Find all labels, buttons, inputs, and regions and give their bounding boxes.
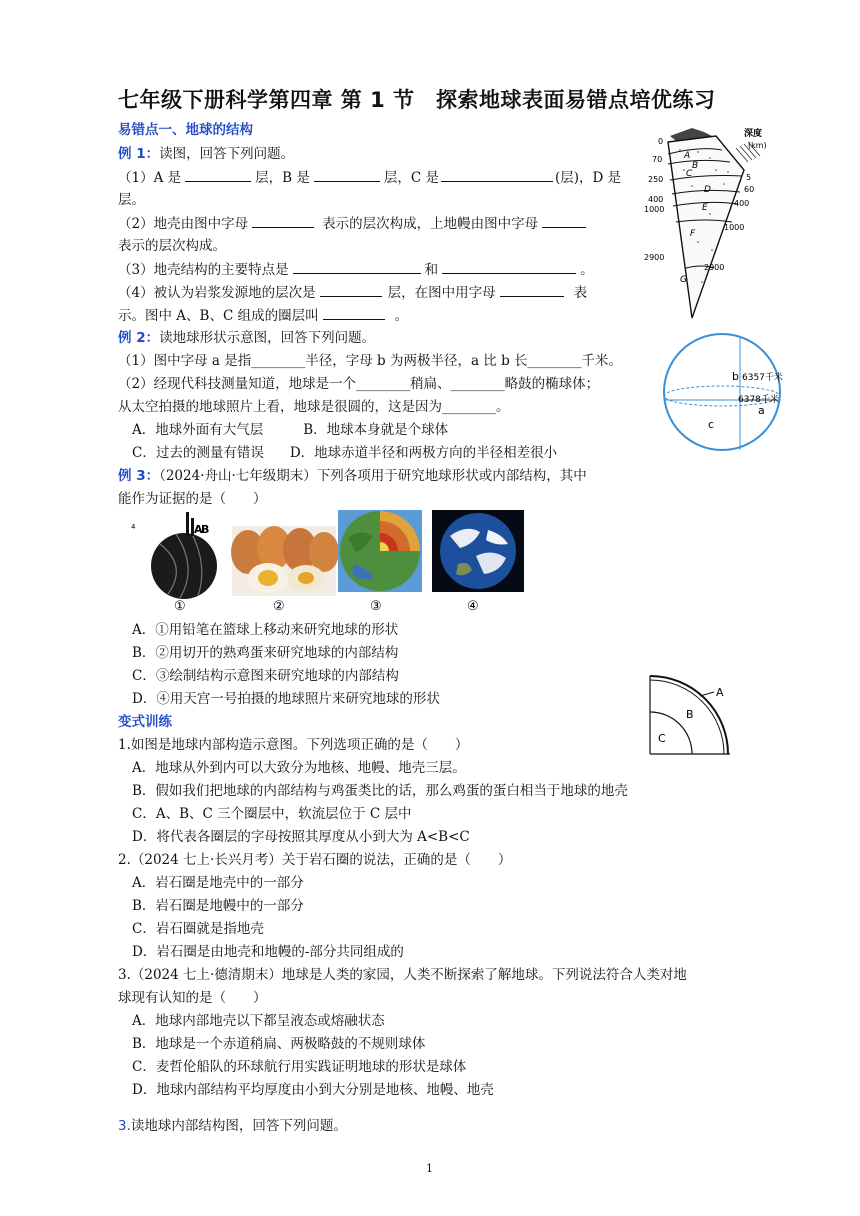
example-1-q4-cont: 示。图中 A、B、C 组成的圈层叫 。 — [118, 305, 408, 326]
example-3-stem-cont: 能作为证据的是（ ） — [118, 491, 267, 507]
option[interactable]: D．地球内部结构平均厚度由小到大分别是地核、地幔、地壳 — [132, 1082, 494, 1098]
option[interactable]: A．地球外面有大气层 B．地球本身就是个球体 — [132, 422, 449, 438]
option[interactable]: C．过去的测量有错误 D．地球赤道半径和两极方向的半径相差很小 — [132, 445, 558, 461]
example-1-q2-cont: 表示的层次构成。 — [118, 238, 226, 254]
basketball-image — [131, 512, 217, 599]
example-1-stem: 例 1：读图，回答下列问题。 — [118, 146, 295, 162]
image-label-1: ① — [174, 599, 186, 614]
example-3-stem: 例 3：（2024·舟山·七年级期末）下列各项用于研究地球形状或内部结构，其中 — [118, 468, 587, 484]
option[interactable]: A．地球从外到内可以大致分为地核、地幔、地壳三层。 — [132, 760, 466, 776]
radius-b-label: b — [732, 370, 739, 383]
svg-text:70: 70 — [652, 155, 663, 164]
option[interactable]: D．④用天宫一号拍摄的地球照片来研究地球的形状 — [132, 691, 440, 707]
image-label-3: ③ — [370, 599, 382, 614]
svg-text:E: E — [702, 203, 708, 213]
example-1-q1-cont: 层。 — [118, 192, 145, 208]
svg-text:B: B — [692, 161, 699, 171]
option[interactable]: C．麦哲伦船队的环球航行用实践证明地球的形状是球体 — [132, 1059, 467, 1075]
svg-text:2900: 2900 — [704, 263, 725, 272]
question-1-stem: 1.如图是地球内部构造示意图。下列选项正确的是（ ） — [118, 737, 469, 753]
example-label: 例 2： — [118, 330, 160, 346]
option[interactable]: C．③绘制结构示意图来研究地球的内部结构 — [132, 668, 399, 684]
layer-label-c: C — [658, 732, 666, 745]
pencil-label-a: A — [194, 523, 203, 536]
eggs-image — [231, 526, 339, 596]
label-c: c — [708, 418, 715, 431]
option[interactable]: D．岩石圈是由地壳和地幔的-部分共同组成的 — [132, 944, 404, 960]
option[interactable]: A．地球内部地壳以下都呈液态或熔融状态 — [132, 1013, 385, 1029]
example-2-stem: 例 2：读地球形状示意图，回答下列问题。 — [118, 330, 376, 346]
layer-label-b: B — [686, 708, 694, 721]
example-1-q4: （4）被认为岩浆发源地的层次是 层，在图中用字母 表 — [118, 282, 587, 303]
answer-blank[interactable] — [500, 282, 564, 297]
earth-photo-image — [432, 510, 524, 592]
radius-a-value: 6378千米 — [738, 395, 779, 405]
svg-text:400: 400 — [648, 195, 664, 204]
option[interactable]: D．将代表各圈层的字母按照其厚度从小到大为 A<B<C — [132, 829, 470, 845]
question-2-stem: 2.（2024 七上·长兴月考）关于岩石圈的说法，正确的是（ ） — [118, 852, 512, 868]
answer-blank[interactable] — [441, 167, 553, 182]
pencil-label-b: B — [201, 523, 210, 536]
answer-blank[interactable] — [320, 282, 382, 297]
answer-blank[interactable] — [252, 213, 314, 228]
answer-blank[interactable] — [542, 213, 586, 228]
earth-layers-quarter-diagram — [648, 674, 748, 758]
example-1-q2: （2）地壳由图中字母 表示的层次构成，上地幔由图中字母 — [118, 213, 586, 234]
answer-blank[interactable] — [185, 167, 251, 182]
section-heading: 易错点一、地球的结构 — [118, 122, 253, 138]
svg-text:1000: 1000 — [644, 205, 665, 214]
image-label-4: ④ — [467, 599, 479, 614]
option[interactable]: A．岩石圈是地壳中的一部分 — [132, 875, 304, 891]
svg-text:250: 250 — [648, 175, 664, 184]
svg-text:0: 0 — [658, 137, 664, 146]
evidence-images — [128, 508, 528, 614]
answer-blank[interactable] — [314, 167, 380, 182]
svg-text:1000: 1000 — [724, 223, 745, 232]
earth-structure-image — [338, 510, 422, 592]
example-1-q3: （3）地壳结构的主要特点是 和 。 — [118, 259, 594, 280]
page-title: 七年级下册科学第四章 第 1 节 探索地球表面易错点培优练习 — [118, 88, 716, 112]
example-1-q1: （1）A 是 层，B 是 层，C 是 (层)，D 是 — [118, 167, 621, 188]
option[interactable]: B．②用切开的熟鸡蛋来研究地球的内部结构 — [132, 645, 399, 661]
question-3-stem-cont: 球现有认知的是（ ） — [118, 990, 267, 1006]
depth-unit: (km) — [748, 141, 767, 150]
option[interactable]: B．岩石圈是地幔中的一部分 — [132, 898, 304, 914]
answer-blank[interactable] — [442, 259, 576, 274]
option[interactable]: B．地球是一个赤道稍扁、两极略鼓的不规则球体 — [132, 1036, 426, 1052]
image-label-2: ② — [273, 599, 285, 614]
svg-text:400: 400 — [734, 199, 750, 208]
radius-a-label: a — [758, 404, 765, 417]
svg-text:60: 60 — [744, 185, 755, 194]
svg-text:A: A — [684, 151, 691, 161]
answer-blank[interactable] — [293, 259, 421, 274]
option[interactable]: C．岩石圈就是指地壳 — [132, 921, 264, 937]
option[interactable]: C．A、B、C 三个圈层中，软流层位于 C 层中 — [132, 806, 412, 822]
option[interactable]: B．假如我们把地球的内部结构与鸡蛋类比的话，那么鸡蛋的蛋白相当于地球的地壳 — [132, 783, 628, 799]
example-2-q1: （1）图中字母 a 是指________半径，字母 b 为两极半径，a 比 b 长________千米。 — [118, 353, 623, 369]
page-number: 1 — [426, 1162, 433, 1175]
answer-blank[interactable] — [323, 305, 385, 320]
svg-text:F: F — [690, 229, 696, 239]
earth-shape-diagram — [660, 330, 784, 454]
example-label: 例 1： — [118, 146, 160, 162]
question-3-stem: 3.（2024 七上·德清期末）地球是人类的家园，人类不断探索了解地球。下列说法符合人类对地 — [118, 967, 687, 983]
example-2-q2-cont: 从太空拍摄的地球照片上看，地球是很圆的，这是因为________。 — [118, 399, 510, 415]
svg-text:G: G — [680, 275, 687, 285]
depth-title: 深度 — [744, 129, 763, 139]
svg-text:D: D — [704, 185, 711, 195]
option[interactable]: A．①用铅笔在篮球上移动来研究地球的形状 — [132, 622, 399, 638]
example-label: 例 3： — [118, 468, 160, 484]
svg-text:⁴: ⁴ — [131, 522, 136, 535]
section-heading: 变式训练 — [118, 714, 172, 730]
layer-label-a: A — [716, 686, 724, 699]
svg-text:5: 5 — [746, 173, 752, 182]
example-2-q2: （2）经现代科技测量知道，地球是一个________稍扁、________略鼓的椭球体； — [118, 376, 600, 392]
question-4-stem: 3.读地球内部结构图，回答下列问题。 — [118, 1118, 347, 1134]
svg-text:C: C — [686, 169, 693, 179]
earth-layers-wedge-diagram — [640, 122, 780, 326]
svg-text:2900: 2900 — [644, 253, 665, 262]
radius-b-value: 6357千米 — [742, 373, 783, 383]
